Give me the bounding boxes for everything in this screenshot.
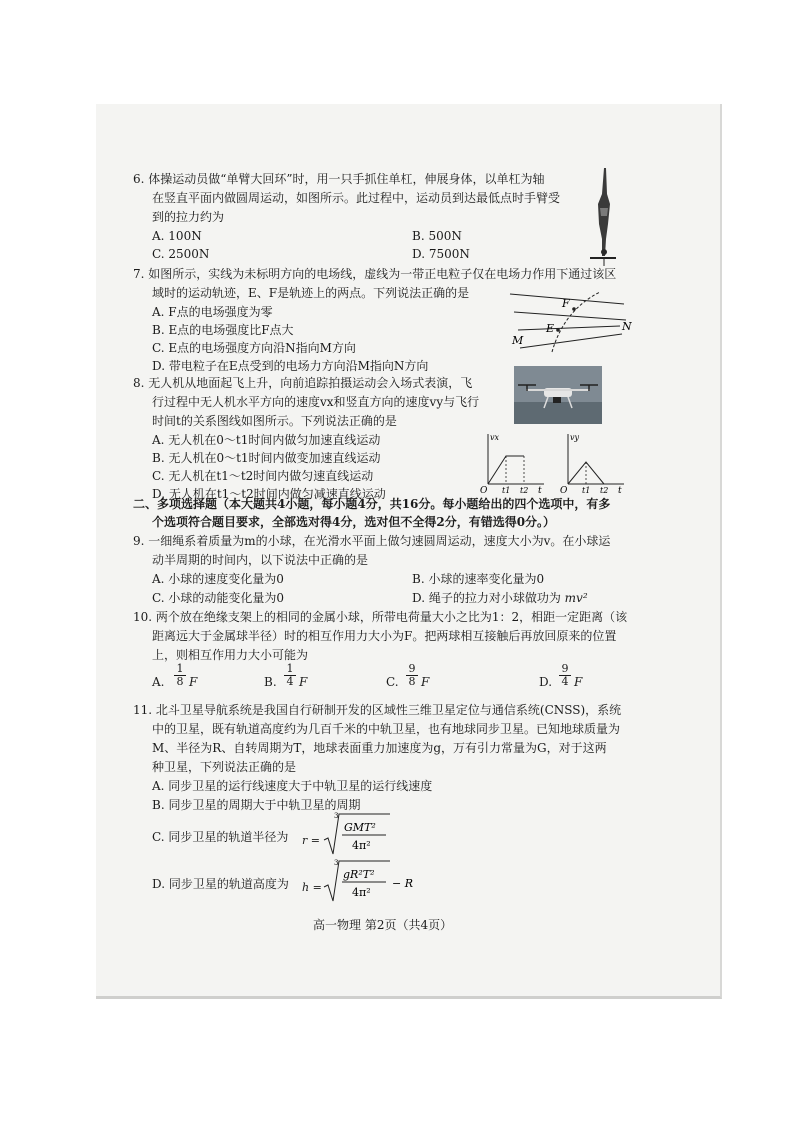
vx-t2-label: t2 [520, 486, 529, 494]
section2-line1: 二、多项选择题（本大题共4小题，每小题4分，共16分。每小题给出的四个选项中，有多 [133, 497, 611, 511]
q10-option-b-label: B. [264, 675, 277, 689]
q7-option-d: D. 带电粒子在E点受到的电场力方向沿M指向N方向 [152, 359, 429, 373]
q7-line2: 域时的运动轨迹，E、F是轨迹上的两点。下列说法正确的是 [152, 286, 470, 300]
q9-option-c: C. 小球的动能变化量为0 [152, 591, 285, 605]
vy-t2-label: t2 [600, 486, 609, 494]
q11-option-c-radical [322, 810, 392, 856]
q11-option-c-numerator: GMT² [344, 821, 376, 834]
q7-option-b: B. E点的电场强度比F点大 [152, 323, 294, 337]
q9-option-d-text: D. 绳子的拉力对小球做功为 [412, 591, 561, 605]
q11-option-d-radical [322, 857, 418, 903]
q6-line2: 在竖直平面内做圆周运动，如图所示。此过程中，运动员到达最低点时手臂受 [152, 191, 561, 205]
q9-line2: 动半周期的时间内，以下说法中正确的是 [152, 553, 369, 567]
q10-option-d-fraction [559, 663, 571, 688]
drone-photo [514, 366, 602, 424]
q6-option-a: A. 100N [152, 229, 202, 243]
q11-option-a: A. 同步卫星的运行线速度大于中轨卫星的运行线速度 [152, 779, 433, 793]
q11-option-c: C. 同步卫星的轨道半径为 [152, 830, 289, 844]
vx-t-label: t [538, 486, 542, 494]
q11-option-c-lhs: r = [302, 834, 320, 847]
vy-axis-label: vy [570, 433, 580, 442]
vy-origin-label: O [560, 486, 568, 494]
q10-option-a-f: F [189, 675, 198, 689]
q11-option-d-root-index: 3 [334, 859, 339, 867]
q6-line3: 到的拉力约为 [152, 210, 225, 224]
point-m-label: M [512, 334, 524, 347]
q10-option-d-f: F [574, 675, 583, 689]
q8-option-c: C. 无人机在t1～t2时间内做匀速直线运动 [152, 469, 374, 483]
q10-option-a-label: A. [152, 675, 165, 689]
q6-option-b: B. 500N [412, 229, 462, 243]
q11-line3: M、半径为R、自转周期为T，地球表面重力加速度为g，万有引力常量为G，对于这两 [152, 741, 607, 755]
q8-line2: 行过程中无人机水平方向的速度vx和竖直方向的速度vy与飞行 [152, 395, 480, 409]
q7-line1: 7. 如图所示，实线为未标明方向的电场线，虚线为一带正电粒子仅在电场力作用下通过该区 [133, 267, 617, 281]
point-f-label: F [562, 297, 570, 310]
vy-t-label: t [618, 486, 622, 494]
q10-option-a-den: 8 [176, 675, 184, 688]
q10-line2: 距离远大于金属球半径）时的相互作用力大小为F。把两球相互接触后再放回原来的位置 [152, 629, 617, 643]
q10-option-c-den: 8 [408, 675, 416, 688]
gymnast-figure [588, 164, 618, 266]
q8-option-d: D. 无人机在t1～t2时间内做匀减速直线运动 [152, 487, 386, 501]
q9-option-a: A. 小球的速度变化量为0 [152, 572, 284, 586]
q11-option-b: B. 同步卫星的周期大于中轨卫星的周期 [152, 798, 361, 812]
q10-option-c-label: C. [386, 675, 399, 689]
q11-option-d: D. 同步卫星的轨道高度为 [152, 877, 289, 891]
q10-option-d-label: D. [539, 675, 553, 689]
q11-line1: 11. 北斗卫星导航系统是我国自行研制开发的区域性三维卫星定位与通信系统(CNSS)，系统 [133, 703, 622, 717]
q8-option-b: B. 无人机在0～t1时间内做变加速直线运动 [152, 451, 381, 465]
q10-line3: 上，则相互作用力大小可能为 [152, 648, 309, 662]
q11-line4: 种卫星，下列说法正确的是 [152, 760, 297, 774]
vx-time-graph [480, 430, 548, 494]
q10-option-b-fraction [284, 663, 296, 688]
q8-line1: 8. 无人机从地面起飞上升，向前追踪拍摄运动会入场式表演，飞 [133, 376, 473, 390]
q7-option-a: A. F点的电场强度为零 [152, 305, 273, 319]
q10-option-b-f: F [299, 675, 308, 689]
vx-axis-label: vx [490, 433, 500, 442]
q11-option-c-denominator: 4π² [352, 839, 371, 852]
q6-option-d: D. 7500N [412, 247, 470, 261]
vy-t1-label: t1 [582, 486, 591, 494]
q10-line1: 10. 两个放在绝缘支架上的相同的金属小球，所带电荷量大小之比为1：2，相距一定距离（该 [133, 610, 628, 624]
q10-option-c-num: 9 [406, 663, 418, 676]
q11-option-c-root-index: 3 [334, 812, 339, 820]
point-n-label: N [622, 320, 632, 333]
q8-option-a: A. 无人机在0～t1时间内做匀加速直线运动 [152, 433, 381, 447]
q6-line1: 6. 体操运动员做“单臂大回环”时，用一只手抓住单杠，伸展身体，以单杠为轴 [133, 172, 545, 186]
q9-line1: 9. 一细绳系着质量为m的小球，在光滑水平面上做匀速圆周运动，速度大小为v。在小球运 [133, 534, 611, 548]
q8-line3: 时间t的关系图线如图所示。下列说法正确的是 [152, 414, 397, 428]
section2-line2: 个选项符合题目要求，全部选对得4分，选对但不全得2分，有错选得0分。） [152, 515, 556, 529]
q6-option-c: C. 2500N [152, 247, 210, 261]
q10-option-a-fraction [174, 663, 186, 688]
q9-option-d [412, 590, 588, 606]
q9-option-d-expr: mv² [564, 591, 588, 605]
point-e-label: E [546, 322, 555, 335]
vx-t1-label: t1 [502, 486, 511, 494]
q9-option-b: B. 小球的速率变化量为0 [412, 572, 545, 586]
q10-option-a-num: 1 [174, 663, 186, 676]
q10-option-d-den: 4 [561, 675, 569, 688]
q11-option-d-numerator: gR²T² [343, 868, 375, 881]
q11-option-d-lhs: h = [302, 881, 322, 894]
q10-option-c-f: F [421, 675, 430, 689]
q7-option-c: C. E点的电场强度方向沿N指向M方向 [152, 341, 356, 355]
q11-option-d-tail: − R [392, 877, 413, 890]
q10-option-d-num: 9 [559, 663, 571, 676]
electric-field-diagram [508, 290, 632, 354]
q10-option-b-num: 1 [284, 663, 296, 676]
q11-line2: 中的卫星，既有轨道高度约为几百千米的中轨卫星，也有地球同步卫星。已知地球质量为 [152, 722, 621, 736]
page-footer: 高一物理 第2页（共4页） [313, 918, 453, 932]
q10-option-b-den: 4 [286, 675, 294, 688]
vy-time-graph [560, 430, 628, 494]
q11-option-d-denominator: 4π² [352, 886, 371, 899]
q10-option-c-fraction [406, 663, 418, 688]
vx-origin-label: O [480, 486, 488, 494]
